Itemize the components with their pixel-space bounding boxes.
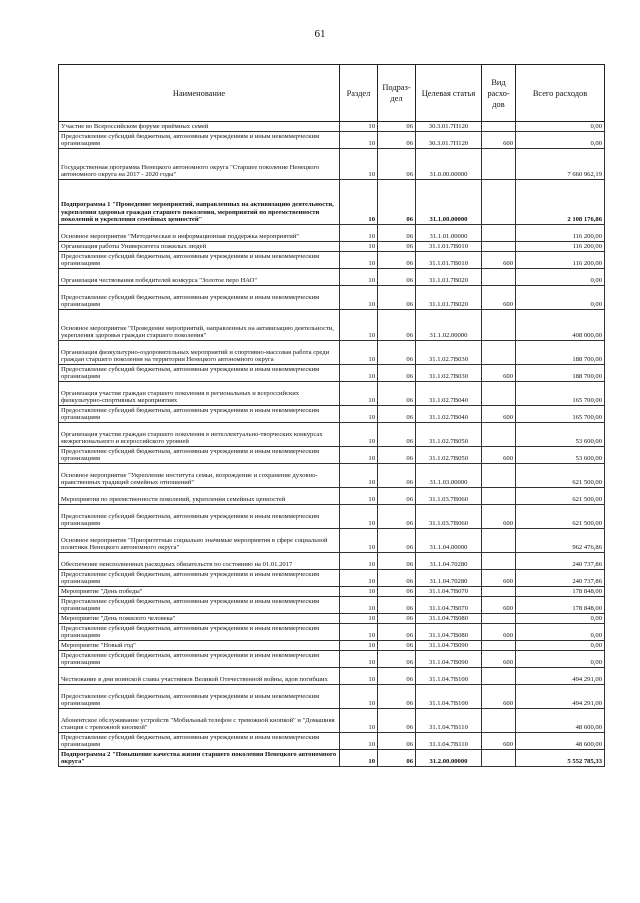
cell-vid (482, 750, 516, 767)
cell-name: Организация физкультурно-оздоровительных мероприятий и спортивно-массовая работа среди граждан старшего поколения на территории Ненецкого автономного округа (59, 341, 340, 365)
cell-podrazdel: 06 (378, 341, 416, 365)
cell-name: Предоставление субсидий бюджетным, автономным учреждениям и иным некоммерческим организациям (59, 733, 340, 750)
cell-podrazdel: 06 (378, 668, 416, 685)
cell-vid (482, 423, 516, 447)
cell-name: Предоставление субсидий бюджетным, автономным учреждениям и иным некоммерческим организациям (59, 252, 340, 269)
table-row (59, 122, 605, 132)
cell-vid: 600 (482, 651, 516, 668)
cell-podrazdel: 06 (378, 505, 416, 529)
cell-name: Организация участия граждан старшего поколения в интеллектуально-творческих конкурсах межрегионального и всероссийского уровней (59, 423, 340, 447)
cell-razdel: 10 (340, 488, 378, 505)
budget-table (58, 64, 605, 767)
cell-podrazdel: 06 (378, 310, 416, 341)
cell-razdel: 10 (340, 132, 378, 149)
table-row (59, 685, 605, 709)
table-row (59, 597, 605, 614)
cell-sum: 0,00 (516, 614, 605, 624)
cell-name: Чествование в дни воинской славы участников Великой Отечественной войны, вдов погибших (59, 668, 340, 685)
cell-statya: 31.1.04.7В110 (416, 733, 482, 750)
table-row (59, 242, 605, 252)
cell-vid: 600 (482, 286, 516, 310)
table-row (59, 651, 605, 668)
cell-vid (482, 553, 516, 570)
cell-razdel: 10 (340, 685, 378, 709)
cell-razdel: 10 (340, 180, 378, 225)
cell-sum: 165 700,00 (516, 406, 605, 423)
table-row (59, 587, 605, 597)
cell-sum: 116 200,00 (516, 225, 605, 242)
cell-podrazdel: 06 (378, 225, 416, 242)
cell-sum: 0,00 (516, 122, 605, 132)
table-row (59, 341, 605, 365)
cell-razdel: 10 (340, 651, 378, 668)
cell-name: Мероприятие "Новый год" (59, 641, 340, 651)
cell-statya: 31.1.00.00000 (416, 180, 482, 225)
cell-name: Мероприятия по преемственности поколений, укрепления семейных ценностей (59, 488, 340, 505)
header-name: Наименование (59, 65, 340, 122)
cell-name: Предоставление субсидий бюджетным, автономным учреждениям и иным некоммерческим организациям (59, 132, 340, 149)
cell-vid (482, 488, 516, 505)
cell-statya: 31.1.04.70280 (416, 553, 482, 570)
cell-podrazdel: 06 (378, 733, 416, 750)
header-vid: Вид расхо-дов (482, 65, 516, 122)
cell-vid (482, 242, 516, 252)
cell-vid (482, 180, 516, 225)
table-row (59, 505, 605, 529)
cell-statya: 31.1.04.7В100 (416, 685, 482, 709)
cell-razdel: 10 (340, 614, 378, 624)
cell-razdel: 10 (340, 750, 378, 767)
cell-name: Предоставление субсидий бюджетным, автономным учреждениям и иным некоммерческим организациям (59, 624, 340, 641)
cell-sum: 621 500,00 (516, 464, 605, 488)
cell-podrazdel: 06 (378, 382, 416, 406)
cell-statya: 31.1.04.7В110 (416, 709, 482, 733)
cell-sum: 5 552 785,33 (516, 750, 605, 767)
cell-statya: 31.1.02.7В050 (416, 447, 482, 464)
cell-sum: 240 737,86 (516, 570, 605, 587)
cell-sum: 178 848,00 (516, 587, 605, 597)
cell-name: Предоставление субсидий бюджетным, автономным учреждениям и иным некоммерческим организациям (59, 597, 340, 614)
cell-vid (482, 641, 516, 651)
table-row (59, 225, 605, 242)
cell-podrazdel: 06 (378, 447, 416, 464)
cell-razdel: 10 (340, 641, 378, 651)
cell-sum: 0,00 (516, 651, 605, 668)
cell-podrazdel: 06 (378, 180, 416, 225)
cell-podrazdel: 06 (378, 252, 416, 269)
cell-razdel: 10 (340, 570, 378, 587)
table-row (59, 269, 605, 286)
table-row (59, 423, 605, 447)
cell-name: Организация чествования победителей конкурса "Золотое перо НАО" (59, 269, 340, 286)
cell-razdel: 10 (340, 149, 378, 180)
cell-podrazdel: 06 (378, 651, 416, 668)
cell-vid: 600 (482, 733, 516, 750)
cell-statya: 31.1.02.00000 (416, 310, 482, 341)
cell-name: Предоставление субсидий бюджетным, автономным учреждениям и иным некоммерческим организациям (59, 286, 340, 310)
cell-name: Организация работы Университета пожилых людей (59, 242, 340, 252)
cell-sum: 0,00 (516, 286, 605, 310)
table-header-row (59, 65, 605, 122)
table-row (59, 464, 605, 488)
cell-statya: 30.3.01.7П120 (416, 132, 482, 149)
cell-vid: 600 (482, 685, 516, 709)
cell-podrazdel: 06 (378, 597, 416, 614)
cell-sum: 240 737,86 (516, 553, 605, 570)
table-row (59, 624, 605, 641)
cell-sum: 0,00 (516, 132, 605, 149)
cell-statya: 31.1.04.7В070 (416, 587, 482, 597)
cell-statya: 31.1.04.7В080 (416, 624, 482, 641)
table-row (59, 132, 605, 149)
cell-razdel: 10 (340, 242, 378, 252)
cell-statya: 30.3.01.7П120 (416, 122, 482, 132)
cell-name: Предоставление субсидий бюджетным, автономным учреждениям и иным некоммерческим организациям (59, 406, 340, 423)
cell-sum: 165 700,00 (516, 382, 605, 406)
cell-statya: 31.1.04.7В090 (416, 651, 482, 668)
cell-name: Абонентское обслуживание устройств "Мобильный телефон с тревожной кнопкой" и "Домашняя станция с тревожной кнопкой" (59, 709, 340, 733)
cell-sum: 7 660 962,19 (516, 149, 605, 180)
table-row (59, 447, 605, 464)
cell-statya: 31.2.00.00000 (416, 750, 482, 767)
cell-statya: 31.1.01.7В020 (416, 269, 482, 286)
cell-razdel: 10 (340, 505, 378, 529)
table-row (59, 286, 605, 310)
table-row (59, 668, 605, 685)
cell-vid (482, 668, 516, 685)
table-row (59, 406, 605, 423)
table-row (59, 252, 605, 269)
cell-name: Государственная программа Ненецкого автономного округа "Старшее поколение Ненецкого автономного округа на 2017 - 2020 годы" (59, 149, 340, 180)
cell-podrazdel: 06 (378, 423, 416, 447)
cell-vid: 600 (482, 406, 516, 423)
cell-razdel: 10 (340, 597, 378, 614)
cell-razdel: 10 (340, 423, 378, 447)
cell-sum: 0,00 (516, 624, 605, 641)
cell-name: Мероприятие "День победы" (59, 587, 340, 597)
cell-statya: 31.1.04.7В100 (416, 668, 482, 685)
cell-razdel: 10 (340, 624, 378, 641)
cell-name: Предоставление субсидий бюджетным, автономным учреждениям и иным некоммерческим организациям (59, 651, 340, 668)
cell-statya: 31.1.02.7В040 (416, 382, 482, 406)
cell-vid: 600 (482, 597, 516, 614)
cell-vid (482, 225, 516, 242)
cell-sum: 0,00 (516, 641, 605, 651)
table-row (59, 180, 605, 225)
cell-razdel: 10 (340, 709, 378, 733)
cell-razdel: 10 (340, 310, 378, 341)
cell-name: Предоставление субсидий бюджетным, автономным учреждениям и иным некоммерческим организациям (59, 685, 340, 709)
cell-podrazdel: 06 (378, 685, 416, 709)
cell-vid: 600 (482, 570, 516, 587)
cell-sum: 0,00 (516, 269, 605, 286)
header-total: Всего расходов (516, 65, 605, 122)
header-podrazdel: Подраз-дел (378, 65, 416, 122)
cell-razdel: 10 (340, 464, 378, 488)
cell-statya: 31.1.02.7В030 (416, 365, 482, 382)
cell-sum: 494 291,00 (516, 668, 605, 685)
cell-statya: 31.1.01.7В010 (416, 242, 482, 252)
cell-sum: 962 476,86 (516, 529, 605, 553)
cell-statya: 31.1.01.00000 (416, 225, 482, 242)
table-row (59, 529, 605, 553)
table-row (59, 614, 605, 624)
cell-name: Предоставление субсидий бюджетным, автономным учреждениям и иным некоммерческим организациям (59, 505, 340, 529)
cell-name: Основное мероприятие "Проведение мероприятий, направленных на активизацию деятельности, укрепления здоровья граждан старшего поколения" (59, 310, 340, 341)
cell-podrazdel: 06 (378, 614, 416, 624)
cell-statya: 31.1.04.70280 (416, 570, 482, 587)
cell-vid (482, 382, 516, 406)
cell-podrazdel: 06 (378, 570, 416, 587)
cell-sum: 116 200,00 (516, 252, 605, 269)
cell-name: Подпрограмма 2 "Повышение качества жизни старшего поколения Ненецкого автономного округа" (59, 750, 340, 767)
cell-podrazdel: 06 (378, 529, 416, 553)
cell-vid: 600 (482, 365, 516, 382)
cell-statya: 31.1.01.7В020 (416, 286, 482, 310)
cell-vid (482, 122, 516, 132)
cell-sum: 48 600,00 (516, 733, 605, 750)
cell-vid: 600 (482, 132, 516, 149)
cell-podrazdel: 06 (378, 269, 416, 286)
table-row (59, 310, 605, 341)
cell-podrazdel: 06 (378, 750, 416, 767)
cell-razdel: 10 (340, 668, 378, 685)
cell-vid (482, 464, 516, 488)
table-row (59, 553, 605, 570)
table-row (59, 733, 605, 750)
cell-vid (482, 529, 516, 553)
cell-sum: 178 848,00 (516, 597, 605, 614)
cell-razdel: 10 (340, 252, 378, 269)
cell-name: Участие во Всероссийском форуме приёмных семей (59, 122, 340, 132)
table-row (59, 149, 605, 180)
cell-name: Основное мероприятие "Приоритетные социально значимые мероприятия в сфере социальной политики Ненецкого автономного округа" (59, 529, 340, 553)
cell-sum: 116 200,00 (516, 242, 605, 252)
cell-statya: 31.1.02.7В040 (416, 406, 482, 423)
cell-sum: 621 500,00 (516, 505, 605, 529)
cell-statya: 31.1.03.00000 (416, 464, 482, 488)
cell-vid: 600 (482, 624, 516, 641)
cell-name: Предоставление субсидий бюджетным, автономным учреждениям и иным некоммерческим организациям (59, 447, 340, 464)
cell-sum: 188 700,00 (516, 341, 605, 365)
table-row (59, 488, 605, 505)
cell-name: Подпрограмма 1 "Проведение мероприятий, направленных на активизацию деятельности, укрепления здоровья граждан старшего поколения, мероприятий по преемственности поколений и укрепления семейных ценностей" (59, 180, 340, 225)
cell-sum: 621 500,00 (516, 488, 605, 505)
cell-podrazdel: 06 (378, 488, 416, 505)
header-statya: Целевая статья (416, 65, 482, 122)
cell-statya: 31.1.02.7В030 (416, 341, 482, 365)
cell-vid (482, 269, 516, 286)
cell-razdel: 10 (340, 529, 378, 553)
header-razdel: Раздел (340, 65, 378, 122)
cell-podrazdel: 06 (378, 242, 416, 252)
table-row (59, 570, 605, 587)
cell-sum: 53 600,00 (516, 447, 605, 464)
cell-sum: 188 700,00 (516, 365, 605, 382)
cell-statya: 31.1.04.7В070 (416, 597, 482, 614)
cell-statya: 31.1.04.7В080 (416, 614, 482, 624)
cell-razdel: 10 (340, 122, 378, 132)
cell-vid: 600 (482, 447, 516, 464)
cell-razdel: 10 (340, 225, 378, 242)
cell-podrazdel: 06 (378, 553, 416, 570)
cell-podrazdel: 06 (378, 709, 416, 733)
cell-razdel: 10 (340, 447, 378, 464)
table-row (59, 382, 605, 406)
cell-name: Предоставление субсидий бюджетным, автономным учреждениям и иным некоммерческим организациям (59, 365, 340, 382)
cell-statya: 31.1.02.7В050 (416, 423, 482, 447)
cell-podrazdel: 06 (378, 149, 416, 180)
cell-name: Обеспечение неисполненных расходных обязательств по состоянию на 01.01.2017 (59, 553, 340, 570)
table-row (59, 709, 605, 733)
cell-razdel: 10 (340, 286, 378, 310)
cell-podrazdel: 06 (378, 365, 416, 382)
table-row (59, 365, 605, 382)
cell-razdel: 10 (340, 365, 378, 382)
cell-podrazdel: 06 (378, 587, 416, 597)
cell-sum: 2 108 176,86 (516, 180, 605, 225)
cell-razdel: 10 (340, 341, 378, 365)
cell-podrazdel: 06 (378, 641, 416, 651)
cell-sum: 48 600,00 (516, 709, 605, 733)
cell-podrazdel: 06 (378, 464, 416, 488)
cell-vid (482, 587, 516, 597)
cell-razdel: 10 (340, 733, 378, 750)
cell-name: Организация участия граждан старшего поколения в региональных и всероссийских физкультурно-спортивных мероприятиях (59, 382, 340, 406)
cell-podrazdel: 06 (378, 132, 416, 149)
cell-razdel: 10 (340, 587, 378, 597)
cell-vid (482, 614, 516, 624)
cell-vid: 600 (482, 505, 516, 529)
cell-statya: 31.1.01.7В010 (416, 252, 482, 269)
cell-razdel: 10 (340, 269, 378, 286)
cell-sum: 408 000,00 (516, 310, 605, 341)
cell-vid (482, 341, 516, 365)
page-number: 61 (314, 28, 326, 40)
table-body (59, 122, 605, 767)
cell-statya: 31.1.03.7В060 (416, 505, 482, 529)
cell-vid (482, 310, 516, 341)
cell-razdel: 10 (340, 406, 378, 423)
cell-statya: 31.0.00.00000 (416, 149, 482, 180)
cell-statya: 31.1.03.7В060 (416, 488, 482, 505)
cell-podrazdel: 06 (378, 122, 416, 132)
cell-statya: 31.1.04.00000 (416, 529, 482, 553)
cell-name: Мероприятие "День пожилого человека" (59, 614, 340, 624)
cell-name: Основное мероприятие "Укрепление института семьи, возрождение и сохранение духовно-нравственных традиций семейных отношений" (59, 464, 340, 488)
table-row (59, 750, 605, 767)
cell-vid (482, 709, 516, 733)
cell-podrazdel: 06 (378, 624, 416, 641)
cell-name: Предоставление субсидий бюджетным, автономным учреждениям и иным некоммерческим организациям (59, 570, 340, 587)
cell-sum: 53 600,00 (516, 423, 605, 447)
cell-podrazdel: 06 (378, 286, 416, 310)
table-row (59, 641, 605, 651)
cell-vid (482, 149, 516, 180)
cell-name: Основное мероприятие "Методическая и информационная поддержка мероприятий" (59, 225, 340, 242)
cell-sum: 494 291,00 (516, 685, 605, 709)
cell-podrazdel: 06 (378, 406, 416, 423)
cell-statya: 31.1.04.7В090 (416, 641, 482, 651)
cell-razdel: 10 (340, 382, 378, 406)
cell-vid: 600 (482, 252, 516, 269)
cell-razdel: 10 (340, 553, 378, 570)
